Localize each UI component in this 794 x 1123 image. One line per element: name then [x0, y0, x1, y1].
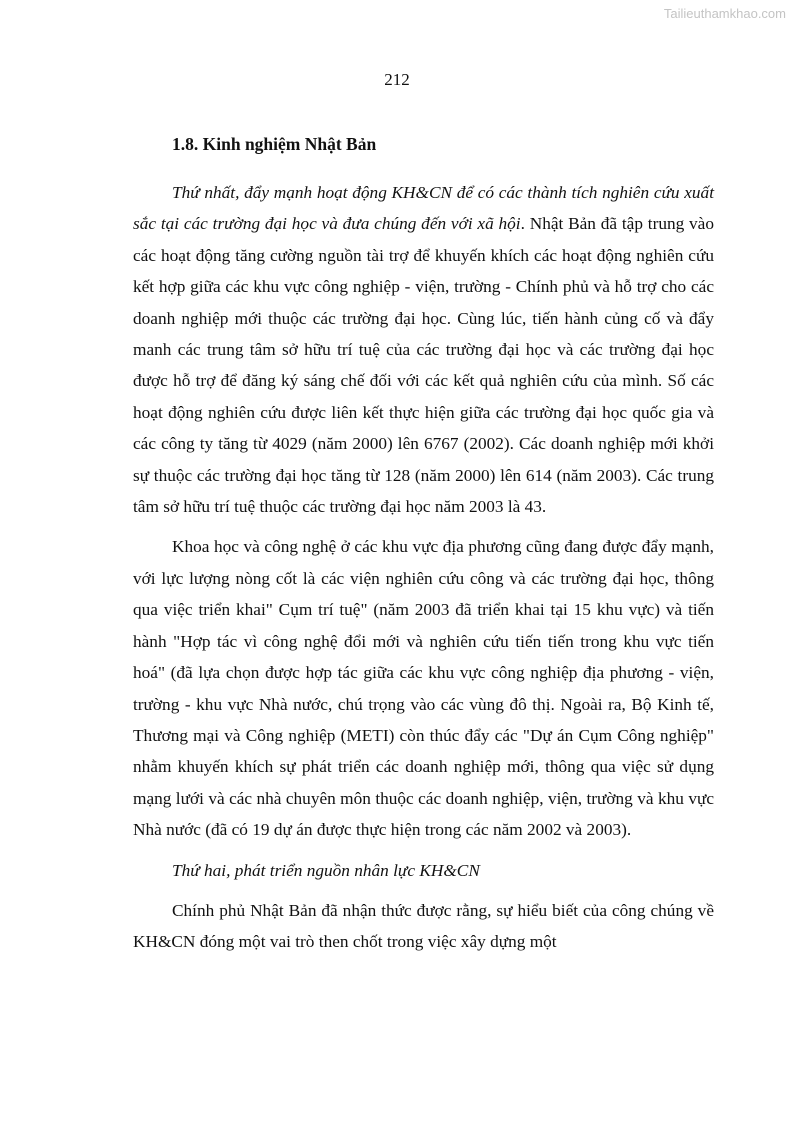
watermark: Tailieuthamkhao.com: [663, 6, 786, 21]
subsection-heading: Thứ hai, phát triển nguồn nhân lực KH&CN: [172, 860, 480, 880]
paragraph-first: [133, 177, 714, 522]
paragraph-second: Khoa học và công nghệ ở các khu vực địa phương cũng đang được đẩy mạnh, với lực lượng nòng cốt là các viện nghiên cứu công và các trường đại học, thông qua việc triển khai" Cụm trí tuệ" (năm 2003 đã triển khai tại 15 khu vực) và tiến hành "Hợp tác vì công nghệ đổi mới và nghiên cứu tiến tiến trong khu vực tiến hoá" (đã lựa chọn được hợp tác giữa các khu vực công nghiệp địa phương - viện, trường - khu vực Nhà nước, chú trọng vào các vùng đô thị. Ngoài ra, Bộ Kinh tế, Thương mại và Công nghiệp (METI) còn thúc đẩy các "Dự án Cụm Công nghiệp" nhằm khuyến khích sự phát triển các doanh nghiệp mới, thông qua việc sử dụng mạng lưới và các nhà chuyên môn thuộc các doanh nghiệp, viện, trường và khu vực Nhà nước (đã có 19 dự án được thực hiện trong các năm 2002 và 2003).: [133, 537, 714, 840]
paragraph-final: Chính phủ Nhật Bản đã nhận thức được rằng, sự hiểu biết của công chúng về KH&CN đóng một vai trò then chốt trong việc xây dựng một: [133, 900, 714, 952]
page-body: [133, 133, 714, 967]
paragraph-first-text: . Nhật Bản đã tập trung vào các hoạt động tăng cường nguồn tài trợ để khuyến khích các hoạt động nghiên cứu kết hợp giữa các khu vực công nghiệp - viện, trường - Chính phủ và hỗ trợ cho các doanh nghiệp mới thuộc các trường đại học. Cùng lúc, tiến hành củng cố và đẩy manh các trung tâm sở hữu trí tuệ của các trường đại học và các trường đại học được hỗ trợ để đăng ký sáng chế đối với các kết quả nghiên cứu của mình. Số các hoạt động nghiên cứu được liên kết thực hiện giữa các trường đại học quốc gia và các công ty tăng từ 4029 (năm 2000) lên 6767 (2002). Các doanh nghiệp mới khởi sự thuộc các trường đại học tăng từ 128 (năm 2000) lên 614 (năm 2003). Các trung tâm sở hữu trí tuệ thuộc các trường đại học năm 2003 là 43.: [133, 214, 714, 517]
section-heading: 1.8. Kinh nghiệm Nhật Bản: [172, 134, 377, 154]
paragraph-first-italic-lead: Thứ nhất, đẩy mạnh hoạt động KH&CN để có các thành tích nghiên cứu xuất sắc tại các trường đại học và đưa chúng đến với xã hội: [133, 183, 714, 234]
page-number: 212: [384, 70, 410, 89]
